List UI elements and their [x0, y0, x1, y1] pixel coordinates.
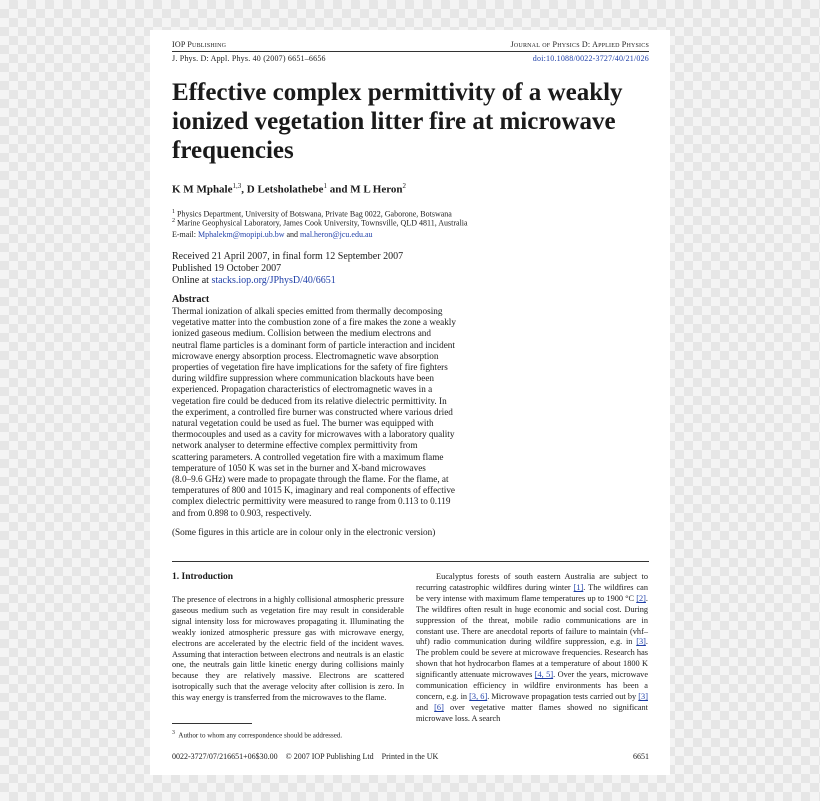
abstract-line: neutral flame particles is a dominant form of particle interaction and incident	[172, 339, 455, 350]
abstract-line: temperatures of 800 and 1015 K, imaginary and real components of effective	[172, 485, 456, 496]
author-3-sup: 2	[402, 182, 407, 190]
author-1-sup: 1,3	[232, 182, 242, 190]
citation-ref[interactable]: [3]	[638, 691, 648, 701]
footnote-rule	[172, 723, 252, 724]
intro-text: . Over the years, microwave communication efficiency in wildfire environments has been a concern, e.g. in	[416, 670, 648, 701]
publisher-name: IOP Publishing	[172, 40, 227, 49]
published-date: Published 19 October 2007	[172, 263, 282, 274]
abstract-heading: Abstract	[172, 294, 210, 305]
received-date: Received 21 April 2007, in final form 12 September 2007	[172, 251, 404, 262]
author-3: and M L Heron	[326, 183, 403, 196]
footnote-text: Author to whom any correspondence should be addressed.	[178, 731, 343, 740]
online-link[interactable]: stacks.iop.org/JPhysD/40/6651	[211, 275, 336, 286]
journal-name: Journal of Physics D: Applied Physics	[510, 40, 649, 49]
header-rule	[172, 51, 649, 52]
online-line	[172, 275, 403, 287]
abstract-line: experienced. Propagation characteristics of electromagnetic waves in a	[172, 384, 433, 395]
doi-text: doi:10.1088/0022-3727/40/21/026	[532, 54, 649, 63]
publication-dates	[172, 251, 403, 287]
abstract-line: (8.0–9.6 GHz) were made to propagate through the flame. For the flame, at	[172, 474, 449, 485]
citation-ref[interactable]: [3]	[636, 637, 646, 647]
abstract-line: vegetation fire could be deduced from its relative dielectric permittivity. In	[172, 395, 447, 406]
footer-info: 0022-3727/07/216651+06$30.00 © 2007 IOP Publishing Ltd Printed in the UK	[172, 752, 439, 761]
citation-ref[interactable]: [2]	[636, 593, 646, 603]
intro-text: over vegetative matter flames showed no significant microwave loss. A search	[416, 702, 648, 723]
intro-text: and	[416, 702, 435, 712]
abstract-line: properties of vegetation fire have implications for the safety of fire fighters	[172, 362, 448, 373]
abstract-line: scattering parameters. A controlled vegetation fire with a maximum flame	[172, 451, 444, 462]
email-and: and	[284, 230, 301, 239]
email-label: E-mail:	[172, 230, 198, 239]
affiliation-2-text: Marine Geophysical Laboratory, James Cook University, Townsville, QLD 4811, Australia	[177, 218, 468, 228]
abstract-body	[172, 306, 494, 519]
intro-text: Eucalyptus forests of south eastern Australia are subject to recurring catastrophic wildfires during winter	[416, 572, 648, 592]
footnote	[172, 730, 342, 739]
email-link-1[interactable]: Mphalekm@mopipi.ub.bw	[198, 230, 285, 239]
author-2-sup: 1	[323, 182, 327, 190]
intro-text: . The problem could be severe at microwave frequencies. Research has shown that hot hydrocarbon flames at a temperature of about 1800 K significantly attenuate microwaves	[416, 637, 648, 680]
abstract-line: and from 0.898 to 0.903, respectively.	[172, 507, 312, 518]
abstract-line: complex dielectric permittivity were measured to range from 0.113 to 0.119	[172, 496, 451, 507]
paper-title: Effective complex permittivity of a weakly ionized vegetation litter fire at microwave frequencies	[172, 79, 623, 164]
abstract-line: temperature of 1050 K was set in the burner and X-band microwaves	[172, 462, 426, 473]
intro-left-column: The presence of electrons in a highly collisional atmospheric pressure gaseous medium such as vegetation fire may result in considerable signal intensity loss for microwaves propagating it. Illuminating the weakly ionized atmospheric pressure gas with microwave energy, electrons are accelerated by the electric field of the incident waves. Assuming that interaction between electrons and neutrals is an elastic one, the neutrals gain little kinetic energy during collisions mainly because they are relatively massive. Electrons are scattered isotropically such that the average velocity after collision is zero. In this way energy is transferred from the microwaves to the flame.	[172, 595, 404, 703]
affiliation-1-text: Physics Department, University of Botswana, Private Bag 0022, Gaborone, Botswana	[177, 209, 452, 219]
intro-text: . Microwave propagation tests carried out by	[487, 691, 639, 701]
paper-page	[150, 30, 670, 775]
citation-ref[interactable]: [4, 5]	[534, 670, 554, 680]
section-heading: 1. Introduction	[172, 572, 234, 582]
abstract-line: ionized gaseous medium. Collision between the medium electrons and	[172, 328, 431, 339]
abstract-line: natural vegetation could be used as fuel. The burner was equipped with	[172, 418, 434, 429]
citation-ref[interactable]: [3, 6]	[469, 691, 488, 701]
abstract-line: vegetative matter into the combustion zone of a fire makes the zone a weakly	[172, 317, 456, 328]
page-number: 6651	[633, 752, 649, 761]
footnote-num: 3	[172, 730, 175, 736]
citation: J. Phys. D: Appl. Phys. 40 (2007) 6651–6656	[172, 54, 326, 63]
affiliation-2-num: 2	[172, 218, 175, 224]
intro-right-column	[416, 572, 648, 725]
intro-text: . The wildfires can be very intense with maximum flame temperatures up to 1900 °C	[416, 582, 648, 603]
section-rule	[172, 561, 649, 562]
abstract-line: Thermal ionization of alkali species emitted from thermally decomposing	[172, 306, 443, 316]
abstract-line: during wildfire suppression where communication blackouts have been	[172, 373, 435, 384]
email-line	[172, 230, 373, 239]
doi-link[interactable]	[533, 54, 649, 63]
online-label: Online at	[172, 275, 212, 286]
abstract-line: the experiment, a controlled fire burner was constructed where various dried	[172, 406, 453, 417]
citation-ref[interactable]: [6]	[434, 702, 444, 712]
author-1: K M Mphale	[172, 183, 233, 196]
affiliation-2	[172, 216, 468, 229]
affiliation-1-num: 1	[172, 209, 175, 215]
citation-ref[interactable]: [1]	[573, 582, 584, 592]
abstract-line: thermocouples and used as a cavity for microwaves with a laboratory quality	[172, 429, 455, 440]
email-link-2[interactable]: mal.heron@jcu.edu.au	[300, 230, 373, 239]
author-list	[172, 182, 406, 196]
abstract-line: network analyser to determine effective complex permittivity from	[172, 440, 418, 451]
intro-text: . The wildfires often result in huge economic and social cost. During suppression of the threat, mobile radio communications are in constant use. There are anecdotal reports of failure to maintain (vhf–uhf) radio communication during wildfire suppression, e.g. in	[416, 593, 648, 647]
colour-note: (Some figures in this article are in colour only in the electronic version)	[172, 527, 436, 537]
author-2: , D Letsholathebe	[241, 183, 324, 196]
abstract-line: microwave energy absorption process. Electromagnetic wave absorption	[172, 350, 439, 361]
